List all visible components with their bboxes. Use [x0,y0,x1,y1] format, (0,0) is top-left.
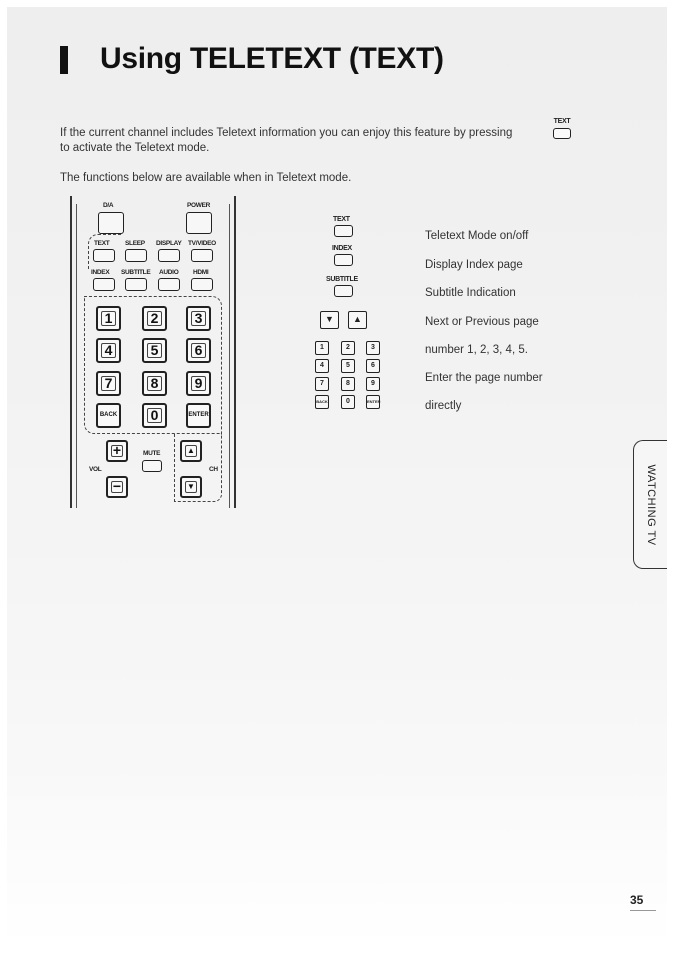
ch-down-button[interactable]: ▼ [180,476,202,498]
sleep-label: SLEEP [125,240,145,247]
inline-text-key-button [553,128,571,139]
functions-intro: The functions below are available when in Teletext mode. [60,172,352,184]
subtitle-button[interactable] [125,278,147,291]
section-side-tab-label: WATCHING TV [644,463,657,546]
section-side-tab [633,440,667,569]
da-button[interactable] [98,212,124,234]
page-number-underline [630,910,656,911]
key-num-1[interactable]: 1 [315,341,329,355]
desc-subtitle: Subtitle Indication [425,287,516,299]
remote-key-2[interactable]: 2 [142,306,167,331]
remote-key-7[interactable]: 7 [96,371,121,396]
remote-key-1[interactable]: 1 [96,306,121,331]
remote-key-6[interactable]: 6 [186,338,211,363]
remote-key-4[interactable]: 4 [96,338,121,363]
title-marker [60,46,68,74]
vol-label: VOL [89,466,102,473]
remote-enter-button[interactable]: ENTER [186,403,211,428]
remote-illustration [70,196,236,508]
page-title: Using TELETEXT (TEXT) [100,42,444,75]
key-num-7[interactable]: 7 [315,377,329,391]
ch-up-button[interactable]: ▲ [180,440,202,462]
remote-key-8[interactable]: 8 [142,371,167,396]
subtitle-label: SUBTITLE [121,269,151,276]
inline-text-key-label: TEXT [553,118,571,125]
power-label: POWER [187,202,211,209]
text-button[interactable] [93,249,115,262]
key-num-5[interactable]: 5 [341,359,355,373]
key-next-page-button[interactable]: ▲ [348,311,367,329]
hdmi-label: HDMI [193,269,209,276]
remote-key-3[interactable]: 3 [186,306,211,331]
key-num-6[interactable]: 6 [366,359,380,373]
key-enter[interactable]: ENTER [366,395,380,409]
audio-label: AUDIO [159,269,179,276]
key-subtitle-label: SUBTITLE [326,276,358,283]
power-button[interactable] [186,212,212,234]
vol-up-button[interactable]: + [106,440,128,462]
desc-next-prev: Next or Previous page [425,316,539,328]
key-num-3[interactable]: 3 [366,341,380,355]
tvvideo-label: TV/VIDEO [188,240,216,247]
key-num-2[interactable]: 2 [341,341,355,355]
remote-inner-line-left [76,204,77,508]
display-button[interactable] [158,249,180,262]
display-label: DISPLAY [156,240,182,247]
desc-index-page: Display Index page [425,259,523,271]
remote-key-9[interactable]: 9 [186,371,211,396]
remote-key-0[interactable]: 0 [142,403,167,428]
remote-edge-left [70,196,72,508]
index-button[interactable] [93,278,115,291]
desc-numbers: number 1, 2, 3, 4, 5. [425,344,528,356]
vol-down-button[interactable]: − [106,476,128,498]
mute-label: MUTE [143,450,161,457]
sleep-button[interactable] [125,249,147,262]
intro-line-1: If the current channel includes Teletext information you can enjoy this feature by pressing [60,127,513,139]
remote-inner-line-right [229,204,230,508]
intro-line-2: to activate the Teletext mode. [60,142,210,154]
key-num-9[interactable]: 9 [366,377,380,391]
mute-button[interactable] [142,460,162,472]
key-index-label: INDEX [332,245,352,252]
intro-paragraph [60,126,600,156]
key-index-button[interactable] [334,254,353,266]
hdmi-button[interactable] [191,278,213,291]
index-label: INDEX [91,269,110,276]
inline-text-key [550,118,574,144]
audio-button[interactable] [158,278,180,291]
desc-enter-page: Enter the page number [425,372,543,384]
text-label: TEXT [94,240,110,247]
tvvideo-button[interactable] [191,249,213,262]
key-num-0[interactable]: 0 [341,395,355,409]
key-text-label: TEXT [333,216,350,223]
remote-edge-right [234,196,236,508]
ch-label: CH [209,466,218,473]
da-label: D/A [103,202,114,209]
desc-directly: directly [425,400,462,412]
key-prev-page-button[interactable]: ▼ [320,311,339,329]
key-text-button[interactable] [334,225,353,237]
key-num-8[interactable]: 8 [341,377,355,391]
desc-teletext-mode: Teletext Mode on/off [425,230,529,242]
key-back[interactable]: BACK [315,395,329,409]
key-num-4[interactable]: 4 [315,359,329,373]
remote-key-5[interactable]: 5 [142,338,167,363]
key-subtitle-button[interactable] [334,285,353,297]
page-number: 35 [630,893,644,907]
remote-back-button[interactable]: BACK [96,403,121,428]
